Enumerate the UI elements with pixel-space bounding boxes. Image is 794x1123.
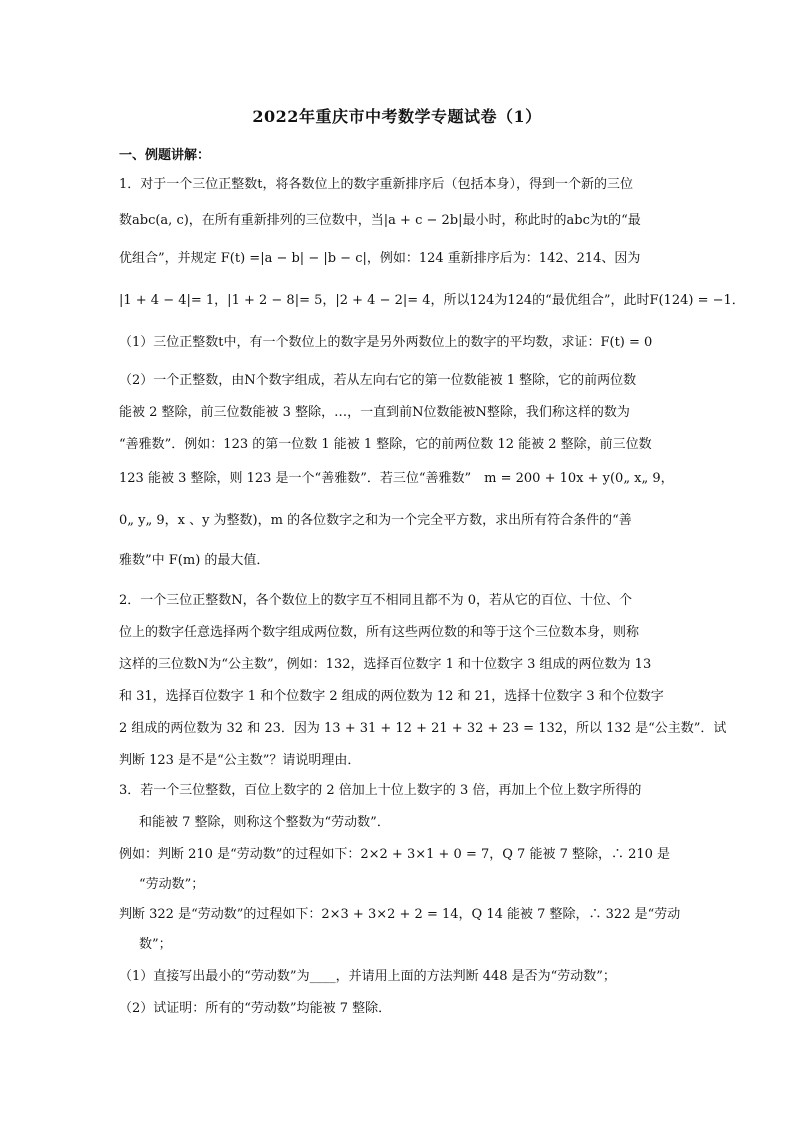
page-title: 2022年重庆市中考数学专题试卷（1） xyxy=(252,107,542,126)
text-line: 判断 322 是“劳动数”的过程如下：2×3 + 3×2 + 2 = 14，Q 14 能被 7 整除，∴ 322 是“劳动 xyxy=(119,907,681,922)
text-line: 2．一个三位正整数N，各个数位上的数字互不相同且都不为 0，若从它的百位、十位、个 xyxy=(119,593,633,608)
text-line: （2）一个正整数，由N个数字组成，若从左向右它的第一位数能被 1 整除，它的前两位数 xyxy=(119,373,637,388)
text-line: 3．若一个三位整数，百位上数字的 2 倍加上十位上数字的 3 倍，再加上个位上数字所得的 xyxy=(119,783,642,798)
text-line: 能被 2 整除，前三位数能被 3 整除，…，一直到前N位数能被N整除，我们称这样的数为 xyxy=(119,405,630,420)
text-line: 1．对于一个三位正整数t，将各数位上的数字重新排序后（包括本身），得到一个新的三位 xyxy=(119,177,633,192)
text-line: 数”； xyxy=(139,937,172,952)
text-line: 和 31，选择百位数字 1 和个位数字 2 组成的两位数为 12 和 21，选择十位数字 3 和个位数字 xyxy=(119,689,664,704)
text-line: |1 + 4 − 4|= 1，|1 + 2 − 8|= 5，|2 + 4 − 2|= 4，所以124为124的“最优组合”，此时F(124) = −1． xyxy=(119,293,745,308)
text-line: 这样的三位数N为“公主数”，例如：132，选择百位数字 1 和十位数字 3 组成的两位数为 13 xyxy=(119,657,652,672)
text-line: 123 能被 3 整除，则 123 是一个“善雅数”．若三位“善雅数” m = 200 + 10x + y(0„ x„ 9， xyxy=(119,471,674,486)
text-line: “善雅数”．例如：123 的第一位数 1 能被 1 整除，它的前两位数 12 能被 2 整除，前三位数 xyxy=(119,437,652,452)
text-line: （2）试证明：所有的“劳动数”均能被 7 整除． xyxy=(119,1001,392,1016)
text-line: “劳动数”； xyxy=(139,877,205,892)
text-line: （1）直接写出最小的“劳动数”为____，并请用上面的方法判断 448 是否为“劳动数”； xyxy=(119,969,616,984)
text-line: （1）三位正整数t中，有一个数位上的数字是另外两数位上的数字的平均数，求证：F(t) = 0 xyxy=(119,335,653,350)
text-line: 判断 123 是不是“公主数”？请说明理由． xyxy=(119,753,361,768)
text-line: 例如：判断 210 是“劳动数”的过程如下：2×2 + 3×1 + 0 = 7，Q 7 能被 7 整除，∴ 210 是 xyxy=(119,847,671,862)
text-line: 和能被 7 整除，则称这个整数为“劳动数”． xyxy=(139,815,390,830)
text-line: 0„ y„ 9，x 、y 为整数)，m 的各位数字之和为一个完全平方数，求出所有符合条件的“善 xyxy=(119,513,632,528)
text-line: 优组合”，并规定 F(t) =|a − b| − |b − c|，例如：124 重新排序后为：142、214、因为 xyxy=(119,251,641,266)
section-heading: 一、例题讲解： xyxy=(119,148,211,163)
text-line: 雅数”中 F(m) 的最大值． xyxy=(119,553,270,568)
text-line: 2 组成的两位数为 32 和 23．因为 13 + 31 + 12 + 21 + 32 + 23 = 132，所以 132 是“公主数”．试 xyxy=(119,721,727,736)
text-line: 数abc(a, c)，在所有重新排列的三位数中，当|a + c − 2b|最小时，称此时的abc为t的“最 xyxy=(119,213,641,228)
text-line: 位上的数字任意选择两个数字组成两位数，所有这些两位数的和等于这个三位数本身，则称 xyxy=(119,625,640,640)
